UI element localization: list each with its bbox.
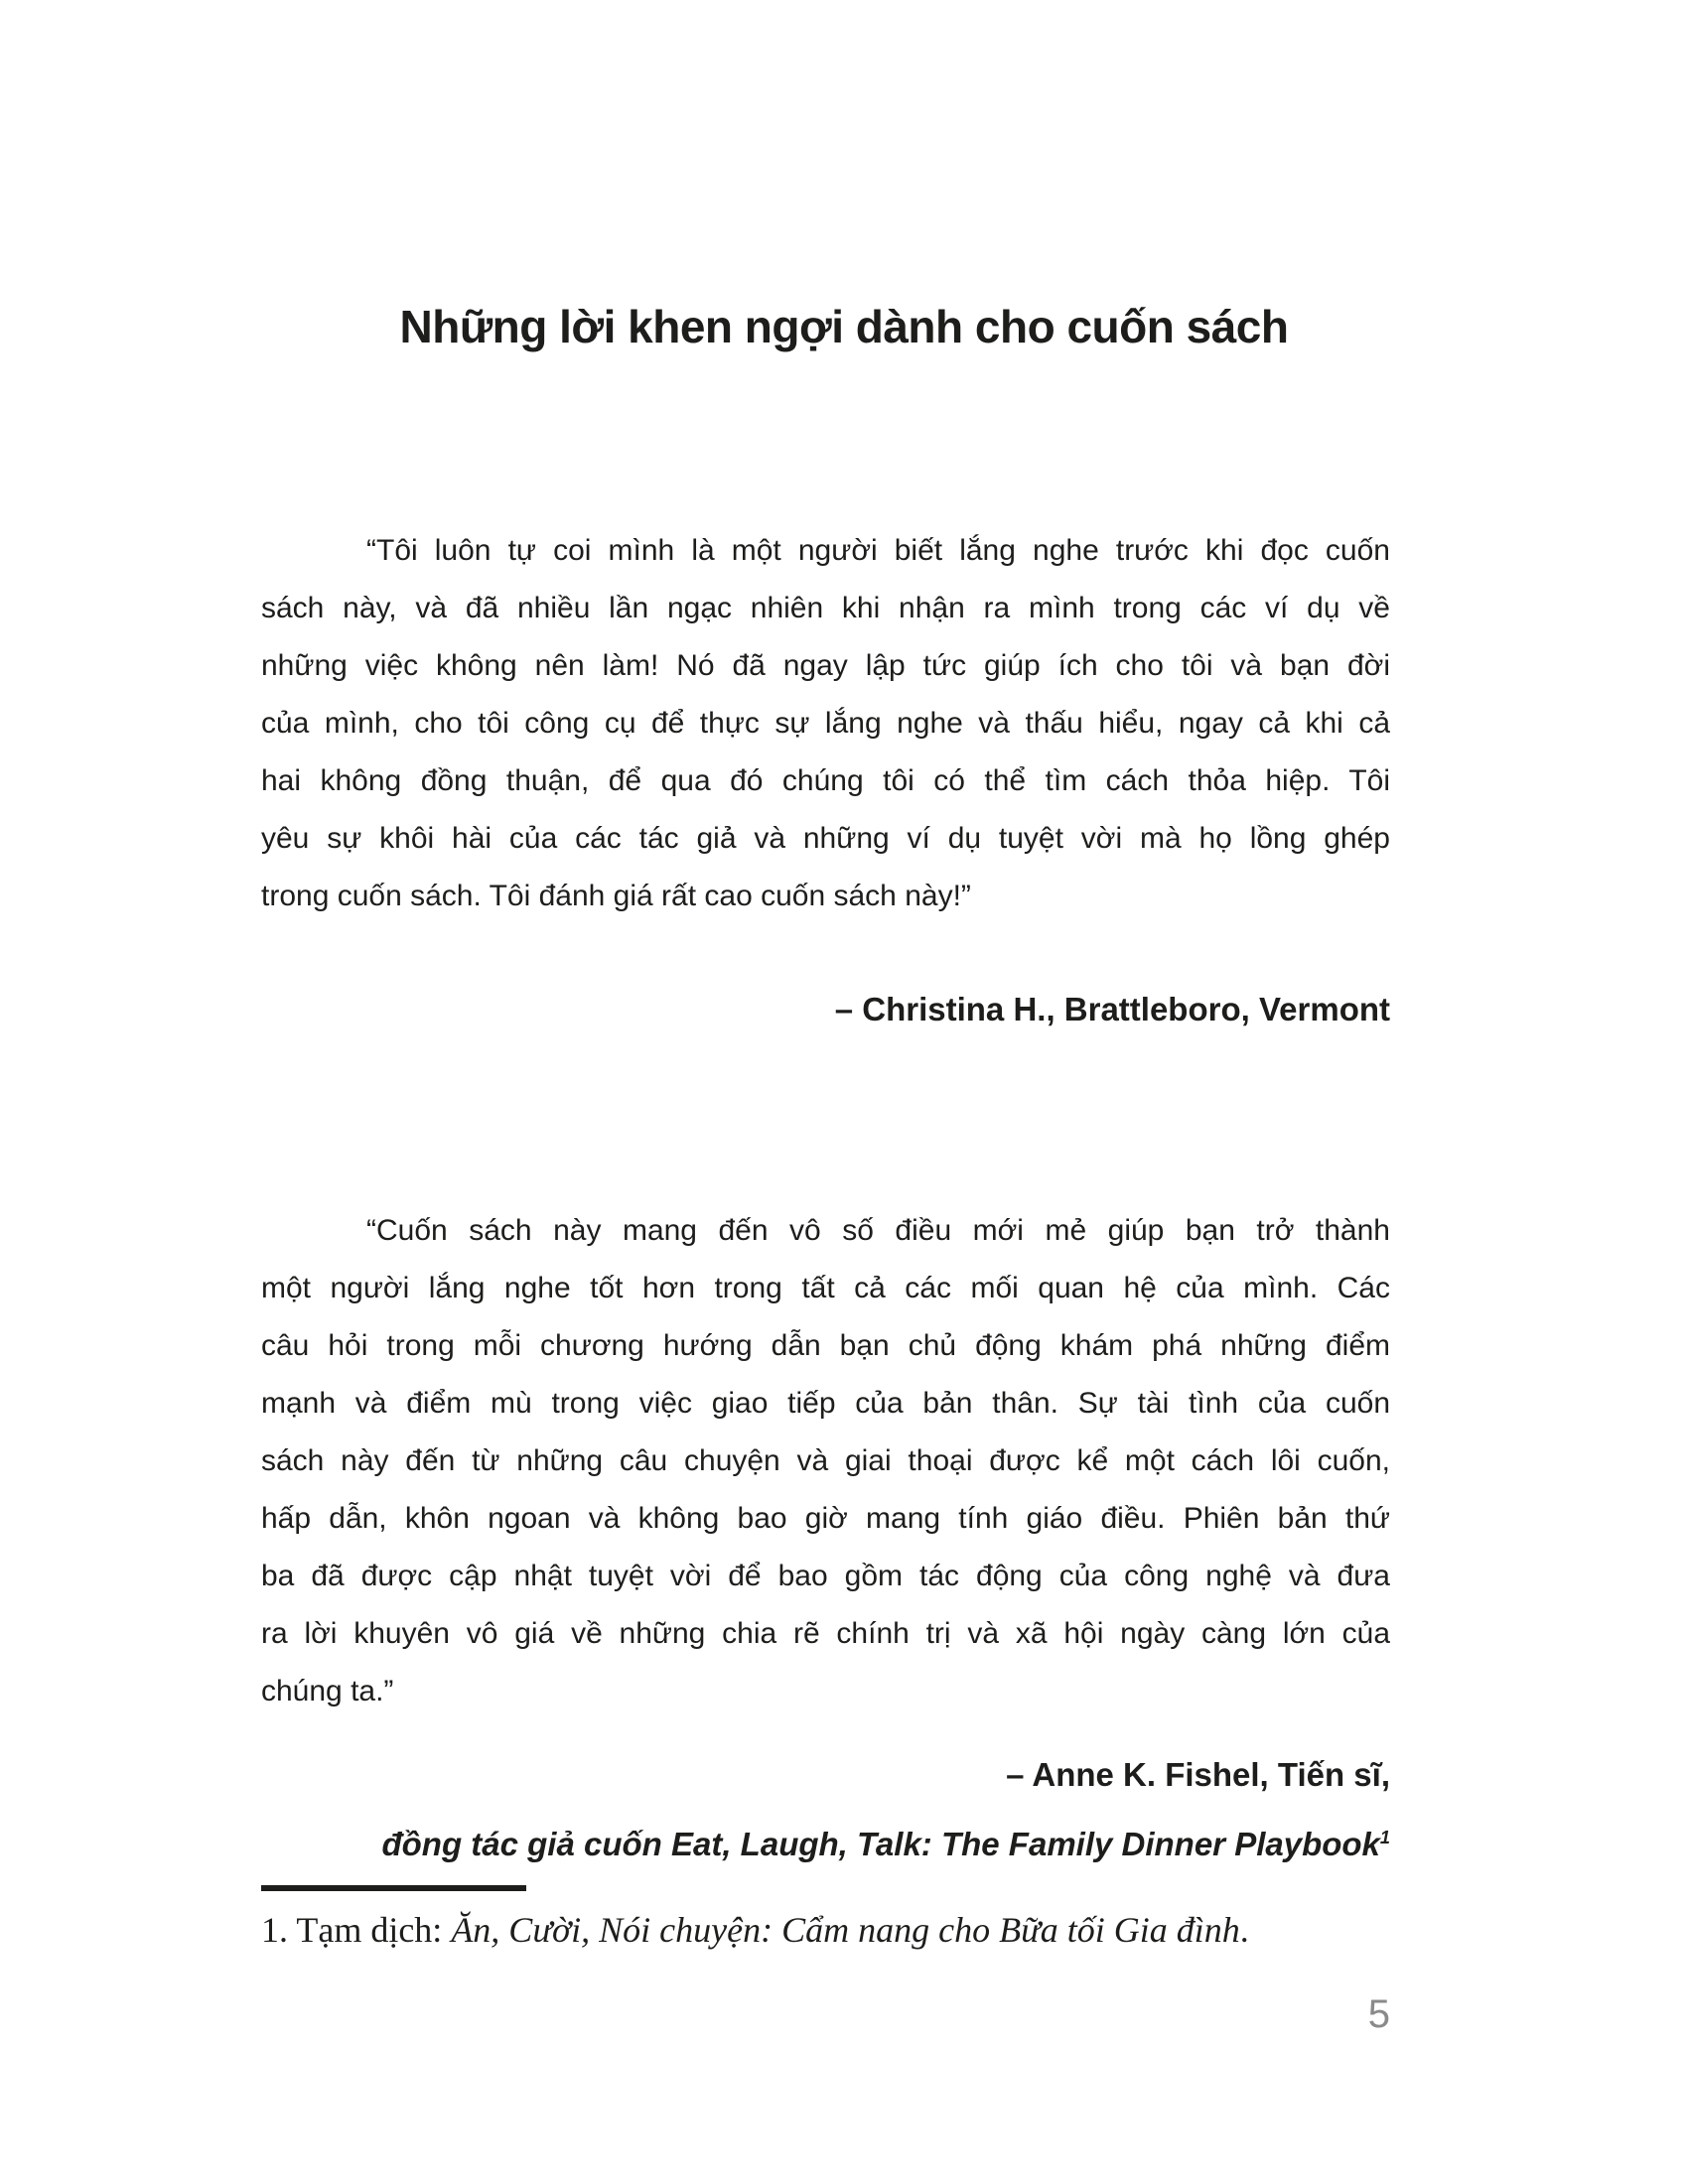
footnote-marker: 1. Tạm dịch: bbox=[261, 1910, 452, 1950]
quote-1-line: trong cuốn sách. Tôi đánh giá rất cao cuốn sách này!” bbox=[261, 880, 971, 912]
quote-2-line: câu hỏi trong mỗi chương hướng dẫn bạn chủ động khám phá những điểm bbox=[261, 1329, 1390, 1362]
footnote-text bbox=[261, 1904, 1390, 1956]
quote-2-line: sách này đến từ những câu chuyện và giai thoại được kể một cách lôi cuốn, bbox=[261, 1444, 1390, 1477]
praise-quote-1 bbox=[261, 522, 1390, 925]
quote-2-line: mạnh và điểm mù trong việc giao tiếp của bản thân. Sự tài tình của cuốn bbox=[261, 1387, 1390, 1420]
footnote-book-title: Ăn, Cười, Nói chuyện: Cẩm nang cho Bữa tối Gia đình bbox=[451, 1910, 1240, 1950]
quote-1-line: yêu sự khôi hài của các tác giả và những ví dụ tuyệt vời mà họ lồng ghép bbox=[261, 822, 1390, 855]
quote-1-attribution: – Christina H., Brattleboro, Vermont bbox=[834, 991, 1390, 1027]
quote-1-line: sách này, và đã nhiều lần ngạc nhiên khi nhận ra mình trong các ví dụ về bbox=[261, 592, 1390, 624]
quote-1-line: “Tôi luôn tự coi mình là một người biết lắng nghe trước khi đọc cuốn bbox=[366, 534, 1390, 567]
quote-2-attribution-role-text: đồng tác giả cuốn Eat, Laugh, Talk: The Family Dinner Playbook bbox=[381, 1826, 1380, 1862]
quote-2-line: một người lắng nghe tốt hơn trong tất cả các mối quan hệ của mình. Các bbox=[261, 1272, 1390, 1304]
quote-2-attribution-role bbox=[261, 1810, 1390, 1879]
page-title: Những lời khen ngợi dành cho cuốn sách bbox=[399, 301, 1289, 352]
footnote-divider bbox=[261, 1885, 526, 1891]
footnote-period: . bbox=[1239, 1910, 1249, 1950]
quote-2-line: chúng ta.” bbox=[261, 1675, 394, 1707]
quote-2-line: ba đã được cập nhật tuyệt vời để bao gồm tác động của công nghệ và đưa bbox=[261, 1560, 1390, 1592]
quote-1-line: những việc không nên làm! Nó đã ngay lập tức giúp ích cho tôi và bạn đời bbox=[261, 649, 1390, 682]
quote-2-attribution bbox=[261, 1740, 1390, 1879]
footnote-reference-superscript: 1 bbox=[1379, 1828, 1390, 1847]
quote-2-line: “Cuốn sách này mang đến vô số điều mới mẻ giúp bạn trở thành bbox=[366, 1214, 1390, 1247]
praise-quote-2 bbox=[261, 1202, 1390, 1720]
quote-2-line: ra lời khuyên vô giá về những chia rẽ chính trị và xã hội ngày càng lớn của bbox=[261, 1617, 1390, 1650]
quote-1-line: của mình, cho tôi công cụ để thực sự lắng nghe và thấu hiểu, ngay cả khi cả bbox=[261, 707, 1390, 740]
quote-2-line: hấp dẫn, khôn ngoan và không bao giờ mang tính giáo điều. Phiên bản thứ bbox=[261, 1502, 1390, 1535]
quote-2-attribution-name: – Anne K. Fishel, Tiến sĩ, bbox=[1006, 1756, 1390, 1793]
page-number: 5 bbox=[1367, 1992, 1390, 2036]
quote-1-line: hai không đồng thuận, để qua đó chúng tôi có thể tìm cách thỏa hiệp. Tôi bbox=[261, 764, 1390, 797]
